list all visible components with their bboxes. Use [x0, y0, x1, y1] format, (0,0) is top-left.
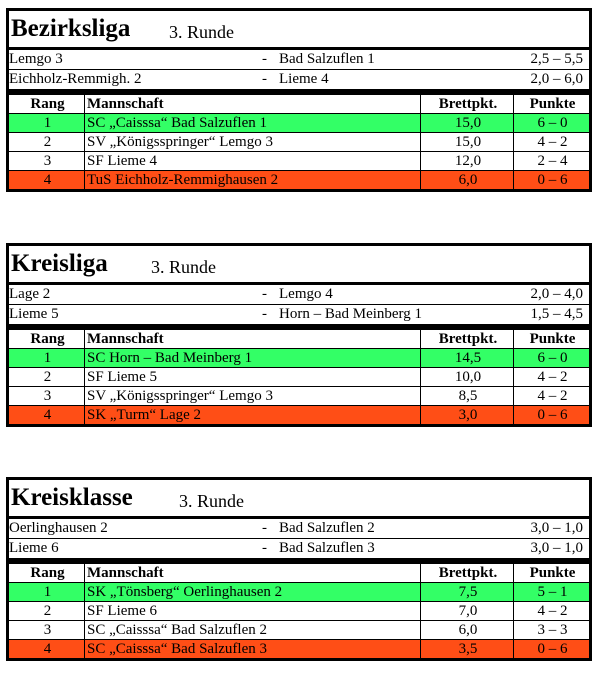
standings-table	[6, 327, 592, 427]
board-points-cell: 3,0	[421, 406, 514, 426]
board-points-cell: 14,5	[421, 349, 514, 368]
rank-cell: 2	[8, 368, 85, 387]
rank-cell: 2	[8, 602, 85, 621]
match-away-team: Lieme 4	[279, 71, 329, 87]
standings-header	[8, 94, 591, 114]
rank-cell: 1	[8, 114, 85, 133]
points-cell: 4 – 2	[514, 602, 591, 621]
team-cell: SK „Turm“ Lage 2	[85, 406, 421, 426]
points-cell: 0 – 6	[514, 406, 591, 426]
match-list	[6, 516, 592, 561]
standings-header	[8, 563, 591, 583]
match-score: 2,5 – 5,5	[530, 51, 583, 67]
points-cell: 0 – 6	[514, 171, 591, 191]
match-row	[9, 305, 589, 327]
match-home-team: Oerlinghausen 2	[9, 520, 108, 536]
table-row	[8, 133, 591, 152]
match-list	[6, 282, 592, 327]
table-row	[8, 621, 591, 640]
match-separator: -	[262, 71, 267, 87]
round-label: 3. Runde	[169, 22, 234, 42]
standings-header	[8, 329, 591, 349]
points-cell: 4 – 2	[514, 387, 591, 406]
rank-cell: 3	[8, 387, 85, 406]
team-cell: SC „Caisssa“ Bad Salzuflen 3	[85, 640, 421, 660]
points-cell: 0 – 6	[514, 640, 591, 660]
header-rank: Rang	[8, 329, 85, 349]
board-points-cell: 10,0	[421, 368, 514, 387]
team-cell: SV „Königsspringer“ Lemgo 3	[85, 133, 421, 152]
round-label: 3. Runde	[179, 491, 244, 511]
league-name: Kreisklasse	[11, 484, 133, 511]
league-name: Kreisliga	[11, 250, 108, 277]
table-row	[8, 640, 591, 660]
team-cell: SF Lieme 5	[85, 368, 421, 387]
board-points-cell: 15,0	[421, 114, 514, 133]
match-home-team: Lemgo 3	[9, 51, 63, 67]
rank-cell: 1	[8, 583, 85, 602]
points-cell: 4 – 2	[514, 133, 591, 152]
match-separator: -	[262, 306, 267, 322]
header-rank: Rang	[8, 94, 85, 114]
match-away-team: Lemgo 4	[279, 286, 333, 302]
points-cell: 2 – 4	[514, 152, 591, 171]
rank-cell: 4	[8, 171, 85, 191]
match-home-team: Lieme 6	[9, 540, 59, 556]
league-name: Bezirksliga	[11, 15, 131, 42]
rank-cell: 2	[8, 133, 85, 152]
rank-cell: 3	[8, 621, 85, 640]
board-points-cell: 12,0	[421, 152, 514, 171]
table-row	[8, 171, 591, 191]
match-score: 2,0 – 4,0	[530, 286, 583, 302]
rank-cell: 4	[8, 640, 85, 660]
match-away-team: Bad Salzuflen 1	[279, 51, 375, 67]
header-team: Mannschaft	[85, 329, 421, 349]
match-row	[9, 70, 589, 92]
table-row	[8, 387, 591, 406]
match-home-team: Eichholz-Remmigh. 2	[9, 71, 142, 87]
rank-cell: 1	[8, 349, 85, 368]
header-team: Mannschaft	[85, 563, 421, 583]
standings-table	[6, 92, 592, 192]
board-points-cell: 8,5	[421, 387, 514, 406]
match-home-team: Lieme 5	[9, 306, 59, 322]
header-team: Mannschaft	[85, 94, 421, 114]
points-cell: 3 – 3	[514, 621, 591, 640]
board-points-cell: 15,0	[421, 133, 514, 152]
header-points: Punkte	[514, 563, 591, 583]
table-row	[8, 583, 591, 602]
rank-cell: 4	[8, 406, 85, 426]
match-score: 3,0 – 1,0	[530, 520, 583, 536]
team-cell: SC Horn – Bad Meinberg 1	[85, 349, 421, 368]
points-cell: 6 – 0	[514, 114, 591, 133]
match-list	[6, 47, 592, 92]
match-row	[9, 519, 589, 539]
league-block-kreisliga	[6, 243, 592, 427]
board-points-cell: 6,0	[421, 171, 514, 191]
team-cell: SK „Tönsberg“ Oerlinghausen 2	[85, 583, 421, 602]
match-home-team: Lage 2	[9, 286, 51, 302]
header-board-points: Brettpkt.	[421, 94, 514, 114]
match-row	[9, 50, 589, 70]
points-cell: 6 – 0	[514, 349, 591, 368]
team-cell: SF Lieme 4	[85, 152, 421, 171]
header-board-points: Brettpkt.	[421, 329, 514, 349]
match-score: 1,5 – 4,5	[530, 306, 583, 322]
league-block-bezirksliga	[6, 8, 592, 192]
header-rank: Rang	[8, 563, 85, 583]
match-away-team: Horn – Bad Meinberg 1	[279, 306, 423, 322]
header-points: Punkte	[514, 329, 591, 349]
standings-table	[6, 561, 592, 661]
table-row	[8, 114, 591, 133]
points-cell: 4 – 2	[514, 368, 591, 387]
team-cell: SC „Caisssa“ Bad Salzuflen 2	[85, 621, 421, 640]
match-separator: -	[262, 286, 267, 302]
match-away-team: Bad Salzuflen 3	[279, 540, 375, 556]
table-row	[8, 349, 591, 368]
match-score: 3,0 – 1,0	[530, 540, 583, 556]
match-score: 2,0 – 6,0	[530, 71, 583, 87]
table-row	[8, 406, 591, 426]
league-block-kreisklasse	[6, 477, 592, 661]
match-row	[9, 539, 589, 561]
board-points-cell: 3,5	[421, 640, 514, 660]
table-row	[8, 368, 591, 387]
match-row	[9, 285, 589, 305]
table-row	[8, 152, 591, 171]
header-board-points: Brettpkt.	[421, 563, 514, 583]
board-points-cell: 6,0	[421, 621, 514, 640]
board-points-cell: 7,5	[421, 583, 514, 602]
match-separator: -	[262, 520, 267, 536]
league-title-row	[6, 243, 592, 282]
match-separator: -	[262, 51, 267, 67]
league-title-row	[6, 8, 592, 47]
match-away-team: Bad Salzuflen 2	[279, 520, 375, 536]
match-separator: -	[262, 540, 267, 556]
team-cell: SC „Caisssa“ Bad Salzuflen 1	[85, 114, 421, 133]
round-label: 3. Runde	[151, 257, 216, 277]
header-points: Punkte	[514, 94, 591, 114]
board-points-cell: 7,0	[421, 602, 514, 621]
table-row	[8, 602, 591, 621]
team-cell: SV „Königsspringer“ Lemgo 3	[85, 387, 421, 406]
points-cell: 5 – 1	[514, 583, 591, 602]
team-cell: TuS Eichholz-Remmighausen 2	[85, 171, 421, 191]
rank-cell: 3	[8, 152, 85, 171]
league-title-row	[6, 477, 592, 516]
team-cell: SF Lieme 6	[85, 602, 421, 621]
